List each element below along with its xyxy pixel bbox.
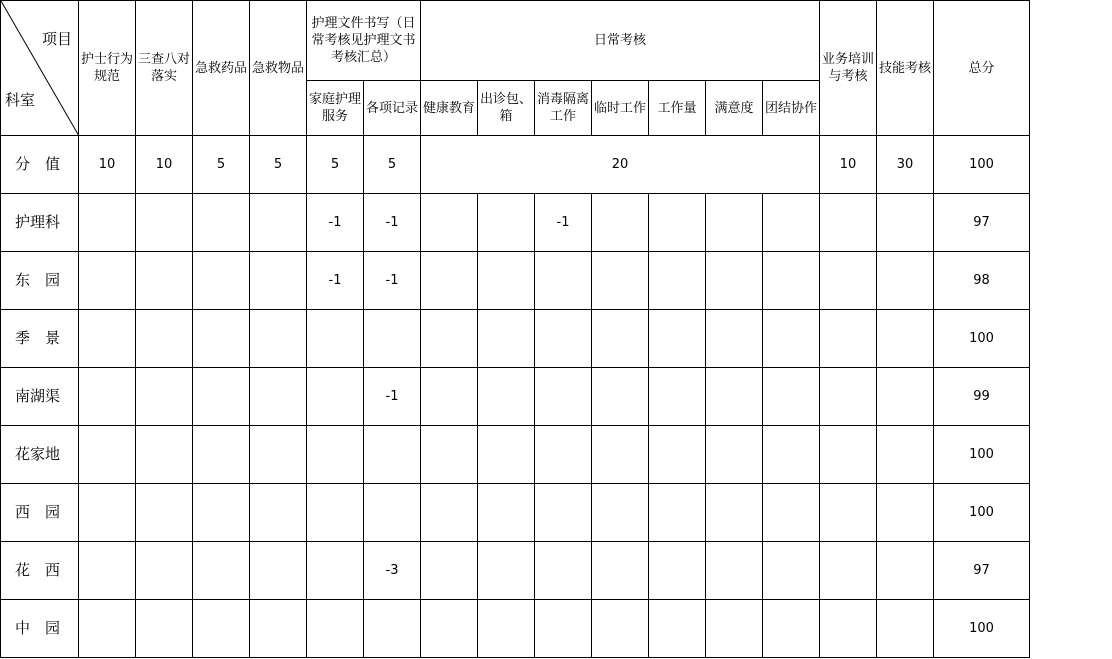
cell-records — [364, 426, 421, 484]
cell-temp-work — [592, 542, 649, 600]
header-three-checks: 三查八对落实 — [136, 1, 193, 136]
score-skill-check: 30 — [877, 136, 934, 194]
cell-temp-work — [592, 426, 649, 484]
cell-temp-work — [592, 310, 649, 368]
cell-records: -3 — [364, 542, 421, 600]
cell-workload — [649, 194, 706, 252]
cell-teamwork — [763, 368, 820, 426]
cell-emergency-drugs — [193, 252, 250, 310]
cell-teamwork — [763, 542, 820, 600]
cell-behavior — [79, 484, 136, 542]
header-behavior: 护士行为规范 — [79, 1, 136, 136]
cell-emergency-items — [250, 600, 307, 658]
table-row — [1, 426, 1030, 484]
cell-disinfection — [535, 252, 592, 310]
header-health-edu: 健康教育 — [421, 81, 478, 136]
cell-health-edu — [421, 310, 478, 368]
cell-outpatient-pack — [478, 194, 535, 252]
table-row — [1, 600, 1030, 658]
cell-home-care — [307, 368, 364, 426]
cell-records — [364, 310, 421, 368]
cell-total: 99 — [934, 368, 1030, 426]
score-business-training: 10 — [820, 136, 877, 194]
header-teamwork: 团结协作 — [763, 81, 820, 136]
cell-outpatient-pack — [478, 368, 535, 426]
cell-total: 100 — [934, 426, 1030, 484]
corner-label-dept: 科室 — [5, 91, 36, 109]
dept-name: 花 西 — [1, 542, 79, 600]
cell-emergency-items — [250, 484, 307, 542]
cell-skill-check — [877, 368, 934, 426]
cell-health-edu — [421, 368, 478, 426]
cell-outpatient-pack — [478, 600, 535, 658]
cell-workload — [649, 252, 706, 310]
cell-total: 100 — [934, 600, 1030, 658]
header-emergency-items: 急救物品 — [250, 1, 307, 136]
diagonal-line — [1, 1, 79, 136]
cell-workload — [649, 600, 706, 658]
dept-name: 东 园 — [1, 252, 79, 310]
cell-health-edu — [421, 194, 478, 252]
cell-skill-check — [877, 194, 934, 252]
cell-three-checks — [136, 542, 193, 600]
corner-label-item: 项目 — [41, 30, 72, 48]
cell-total: 97 — [934, 542, 1030, 600]
cell-emergency-drugs — [193, 484, 250, 542]
dept-name: 护理科 — [1, 194, 79, 252]
dept-name: 西 园 — [1, 484, 79, 542]
cell-total: 100 — [934, 310, 1030, 368]
cell-records: -1 — [364, 194, 421, 252]
cell-satisfaction — [706, 484, 763, 542]
cell-home-care — [307, 542, 364, 600]
cell-total: 97 — [934, 194, 1030, 252]
cell-three-checks — [136, 484, 193, 542]
header-workload: 工作量 — [649, 81, 706, 136]
cell-emergency-items — [250, 310, 307, 368]
cell-business-training — [820, 310, 877, 368]
cell-home-care — [307, 310, 364, 368]
cell-home-care: -1 — [307, 252, 364, 310]
cell-outpatient-pack — [478, 542, 535, 600]
score-emergency-items: 5 — [250, 136, 307, 194]
cell-business-training — [820, 600, 877, 658]
cell-emergency-items — [250, 368, 307, 426]
cell-teamwork — [763, 600, 820, 658]
cell-emergency-drugs — [193, 542, 250, 600]
cell-health-edu — [421, 252, 478, 310]
cell-emergency-drugs — [193, 426, 250, 484]
cell-skill-check — [877, 484, 934, 542]
table-row — [1, 368, 1030, 426]
cell-disinfection — [535, 426, 592, 484]
cell-skill-check — [877, 426, 934, 484]
header-home-care: 家庭护理服务 — [307, 81, 364, 136]
cell-emergency-drugs — [193, 368, 250, 426]
cell-behavior — [79, 368, 136, 426]
header-nursing-docs: 护理文件书写（日常考核见护理文书考核汇总） — [307, 1, 421, 81]
cell-temp-work — [592, 600, 649, 658]
cell-satisfaction — [706, 252, 763, 310]
cell-teamwork — [763, 252, 820, 310]
header-business-training: 业务培训与考核 — [820, 1, 877, 136]
score-row-label: 分 值 — [1, 136, 79, 194]
cell-behavior — [79, 310, 136, 368]
header-records: 各项记录 — [364, 81, 421, 136]
cell-three-checks — [136, 600, 193, 658]
cell-temp-work — [592, 368, 649, 426]
cell-satisfaction — [706, 542, 763, 600]
dept-name: 南湖渠 — [1, 368, 79, 426]
cell-workload — [649, 368, 706, 426]
cell-records: -1 — [364, 252, 421, 310]
cell-emergency-items — [250, 542, 307, 600]
cell-behavior — [79, 194, 136, 252]
cell-three-checks — [136, 426, 193, 484]
header-total: 总分 — [934, 1, 1030, 136]
cell-teamwork — [763, 426, 820, 484]
cell-behavior — [79, 426, 136, 484]
header-disinfection: 消毒隔离工作 — [535, 81, 592, 136]
cell-satisfaction — [706, 426, 763, 484]
cell-behavior — [79, 252, 136, 310]
cell-home-care — [307, 600, 364, 658]
score-daily: 20 — [421, 136, 820, 194]
cell-three-checks — [136, 194, 193, 252]
score-records: 5 — [364, 136, 421, 194]
cell-disinfection — [535, 310, 592, 368]
cell-satisfaction — [706, 194, 763, 252]
table-row — [1, 194, 1030, 252]
cell-business-training — [820, 542, 877, 600]
table-row — [1, 542, 1030, 600]
dept-name: 花家地 — [1, 426, 79, 484]
header-daily-check: 日常考核 — [421, 1, 820, 81]
cell-temp-work — [592, 252, 649, 310]
cell-three-checks — [136, 368, 193, 426]
cell-skill-check — [877, 310, 934, 368]
cell-total: 98 — [934, 252, 1030, 310]
cell-business-training — [820, 194, 877, 252]
cell-temp-work — [592, 484, 649, 542]
cell-behavior — [79, 600, 136, 658]
cell-total: 100 — [934, 484, 1030, 542]
cell-records — [364, 484, 421, 542]
cell-skill-check — [877, 252, 934, 310]
cell-behavior — [79, 542, 136, 600]
cell-outpatient-pack — [478, 484, 535, 542]
cell-home-care: -1 — [307, 194, 364, 252]
cell-three-checks — [136, 310, 193, 368]
score-total: 100 — [934, 136, 1030, 194]
cell-emergency-drugs — [193, 194, 250, 252]
score-home-care: 5 — [307, 136, 364, 194]
cell-satisfaction — [706, 368, 763, 426]
cell-temp-work — [592, 194, 649, 252]
dept-name: 季 景 — [1, 310, 79, 368]
cell-emergency-items — [250, 252, 307, 310]
cell-business-training — [820, 252, 877, 310]
cell-emergency-items — [250, 426, 307, 484]
score-three-checks: 10 — [136, 136, 193, 194]
cell-teamwork — [763, 310, 820, 368]
cell-records: -1 — [364, 368, 421, 426]
header-emergency-drugs: 急救药品 — [193, 1, 250, 136]
cell-emergency-drugs — [193, 600, 250, 658]
cell-disinfection — [535, 368, 592, 426]
header-satisfaction: 满意度 — [706, 81, 763, 136]
table-row — [1, 484, 1030, 542]
cell-disinfection — [535, 484, 592, 542]
cell-skill-check — [877, 542, 934, 600]
cell-workload — [649, 542, 706, 600]
corner-header-cell — [1, 1, 79, 136]
cell-disinfection — [535, 600, 592, 658]
cell-teamwork — [763, 194, 820, 252]
cell-health-edu — [421, 484, 478, 542]
cell-home-care — [307, 426, 364, 484]
dept-name: 中 园 — [1, 600, 79, 658]
cell-emergency-items — [250, 194, 307, 252]
cell-satisfaction — [706, 310, 763, 368]
cell-workload — [649, 426, 706, 484]
cell-satisfaction — [706, 600, 763, 658]
score-row — [1, 136, 1030, 194]
cell-health-edu — [421, 542, 478, 600]
cell-skill-check — [877, 600, 934, 658]
cell-records — [364, 600, 421, 658]
cell-business-training — [820, 426, 877, 484]
cell-outpatient-pack — [478, 310, 535, 368]
table-row — [1, 310, 1030, 368]
cell-disinfection: -1 — [535, 194, 592, 252]
cell-three-checks — [136, 252, 193, 310]
cell-outpatient-pack — [478, 252, 535, 310]
cell-outpatient-pack — [478, 426, 535, 484]
cell-disinfection — [535, 542, 592, 600]
header-skill-check: 技能考核 — [877, 1, 934, 136]
cell-health-edu — [421, 600, 478, 658]
cell-home-care — [307, 484, 364, 542]
cell-business-training — [820, 368, 877, 426]
header-outpatient-pack: 出诊包、箱 — [478, 81, 535, 136]
cell-workload — [649, 310, 706, 368]
cell-health-edu — [421, 426, 478, 484]
table-row — [1, 252, 1030, 310]
cell-business-training — [820, 484, 877, 542]
cell-workload — [649, 484, 706, 542]
header-temp-work: 临时工作 — [592, 81, 649, 136]
header-row-1 — [1, 1, 1030, 81]
cell-emergency-drugs — [193, 310, 250, 368]
score-emergency-drugs: 5 — [193, 136, 250, 194]
score-behavior: 10 — [79, 136, 136, 194]
cell-teamwork — [763, 484, 820, 542]
